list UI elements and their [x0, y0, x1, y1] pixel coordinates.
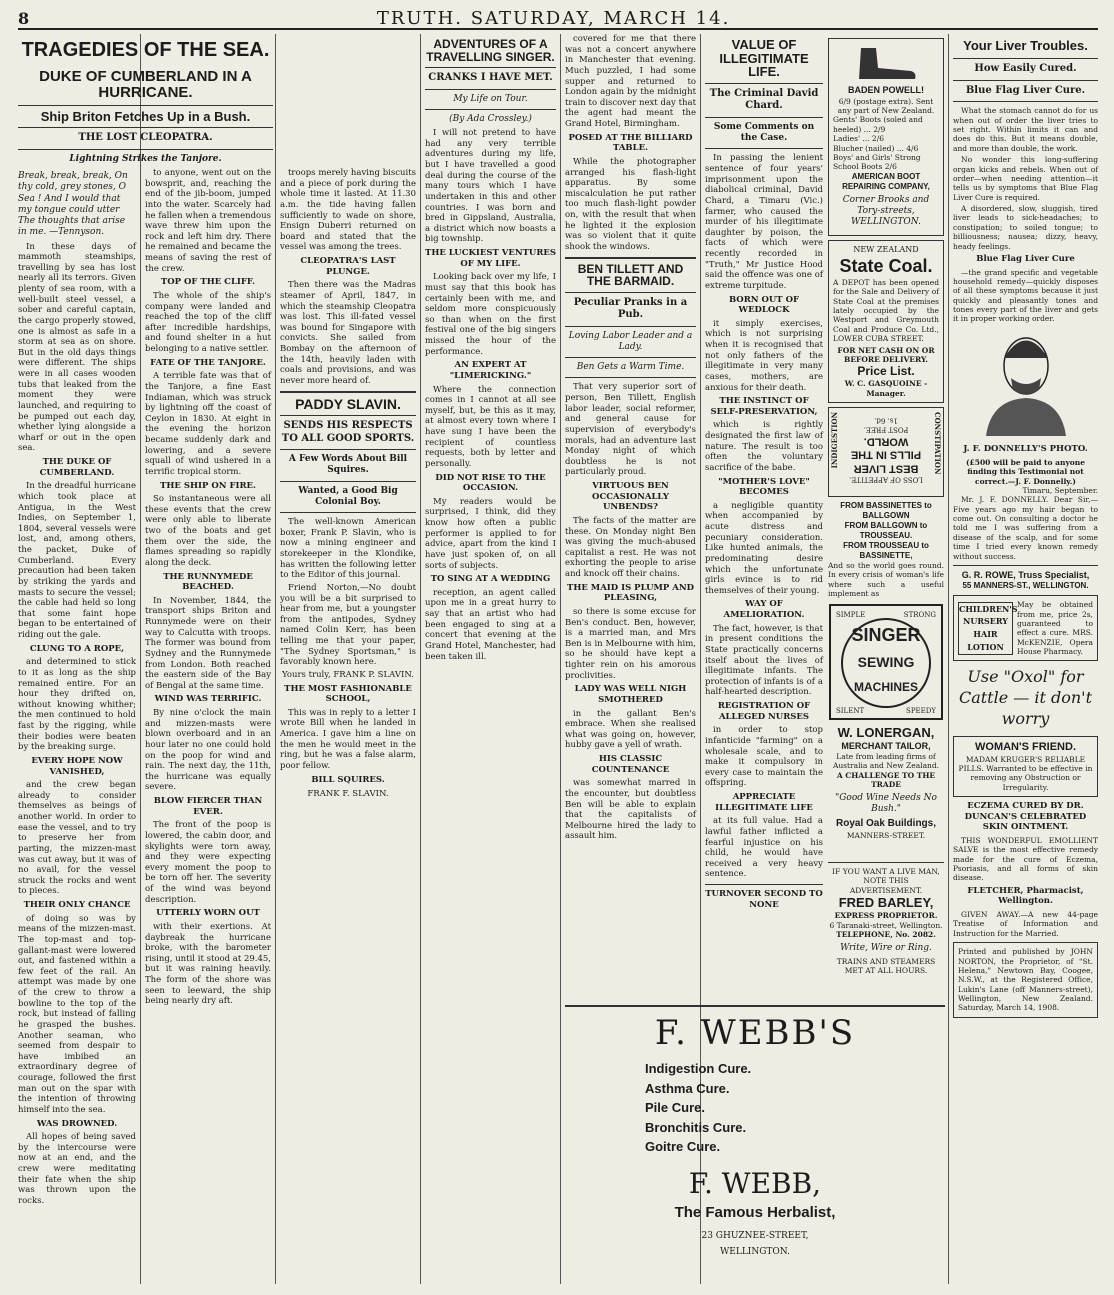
boot-price-list — [833, 115, 939, 171]
headline-ben-tillett: BEN TILLETT AND THE BARMAID. — [577, 261, 684, 289]
article-footer: TURNOVER SECOND TO NONE — [705, 889, 823, 910]
article-paragraph: which is rightly designated the first law of nature. The result is too often the voluntary sacrifice of the babe. — [705, 420, 823, 473]
article-paragraph: was somewhat marred in the encounter, but doubtless Ben will be able to explain that the capitalists of Melbourne hired the lady to assault him. — [565, 778, 696, 842]
article-paragraph: By nine o'clock the main and mizzen-masts were blown overboard and in an hour later no one could hold on the poop for wind and rain. The next day, the 11th, the hurricane was equally severe. — [145, 708, 271, 793]
article-paragraph: The well-known American boxer, Frank P. Slavin, who is now a mining engineer and storekeeper in the Klondike, has written the following letter to the Editor of this journal. — [280, 517, 416, 581]
singer-ad — [828, 603, 944, 721]
deck-pranks: Peculiar Pranks in a Pub. — [573, 296, 688, 321]
barley-role: EXPRESS PROPRIETOR. — [834, 911, 938, 921]
column-5 — [565, 34, 696, 854]
headline-travelling-singer: ADVENTURES OF A TRAVELLING SINGER. — [426, 37, 555, 64]
photo-title: J. F. DONNELLY'S PHOTO. — [963, 444, 1088, 455]
singer-strong: STRONG — [903, 610, 936, 619]
article-paragraph: to anyone, went out on the bowsprit, and, reaching the end of the jib-boom, jumped into the water. Scarcely had he fallen when a tremendous wave threw him upon the rock and left him dry. There he remained and became the means of saving the rest of the crew. — [145, 168, 271, 274]
section-head: THE DUKE OF CUMBERLAND. — [39, 457, 115, 478]
byline: (By Ada Crossley.) — [449, 113, 532, 124]
coal-title: State Coal. — [839, 256, 933, 277]
column-2 — [145, 168, 271, 1284]
pill-label-right: CONSTIPATION — [933, 412, 942, 475]
pill-label-top: LOSS OF APPETITE. — [849, 475, 923, 484]
proverb-line: FROM TROUSSEAU to BASSINETTE, — [843, 541, 929, 560]
pill-label-left: INDIGESTION — [830, 412, 839, 469]
nursery-label-line: LOTION — [967, 642, 1004, 653]
webb-cure-item: Bronchitis Cure. — [645, 1119, 747, 1135]
ads-column — [828, 34, 944, 854]
lonergan-desc: Late from leading firms of Australia and New Zealand. — [832, 752, 940, 771]
lonergan-role: MERCHANT TAILOR, — [841, 740, 931, 751]
article-paragraph: A terrible fate was that of the Tanjore, a fine East Indiaman, which was struck by lightning off the coast of Ceylon in 1830. At eight in the evening the horizon became suddenly dark and lowering, and a severe squall of wind ushered in a terrific tropical storm. — [145, 371, 271, 477]
deck-bill-squires: A Few Words About Bill Squires. — [288, 454, 408, 476]
boot-company: AMERICAN BOOT REPAIRING COMPANY, — [842, 171, 930, 191]
section-head: DID NOT RISE TO THE OCCASION. — [435, 472, 546, 494]
webb-ad — [565, 1005, 945, 1283]
madam-kruger-text: MADAM KRUGER'S RELIABLE PILLS. Warranted to be effective in removing any Obstruction or Irregularity. — [958, 754, 1093, 792]
singer-silent: SILENT — [836, 706, 865, 715]
article-paragraph: so there is some excuse for Ben's conduct. Ben, however, is a married man, and Mrs Ben is in Melbourne with him, so he should have kept a tighter rein on his amorous proclivities. — [565, 606, 696, 681]
singer-name: SINGER — [851, 624, 921, 645]
article-paragraph: reception, an agent called upon me in a great hurry to say that an artist who had been engaged to sing at a concert that evening at the Grand Hotel, Manchester, had been taken ill. — [425, 587, 556, 662]
lonergan-ad — [828, 725, 944, 840]
article-signature: FRANK F. SLAVIN. — [307, 789, 389, 800]
bassinette-ad — [828, 501, 944, 599]
section-head: THE MAID IS PLUMP AND PLEASING, — [567, 582, 694, 604]
liver-deck: How Easily Cured. — [974, 63, 1077, 75]
fletcher: FLETCHER, Pharmacist, Wellington. — [967, 885, 1084, 907]
singer-speedy: SPEEDY — [906, 706, 936, 715]
article-paragraph: and the crew began already to consider themselves as beings of another world. In order to ease the vessel, and to try to preserve her from parting, the mizzen-mast was cut away, but it was of no avail, for the vessel struck the rocks and went to pieces. — [18, 780, 136, 897]
section-head: FATE OF THE TANJORE. — [150, 357, 266, 368]
barley-intro: IF YOU WANT A LIVE MAN, NOTE THIS ADVERTISEMENT. — [832, 867, 940, 895]
article-paragraph: Mr. J. F. DONNELLY. Dear Sir,—Five years ago my hair began to come out. On consulting a doctor he told me I was suffering from a disease of the scalp, and for some time I tried every known remedy without success. — [953, 495, 1098, 561]
section-head: CLUNG TO A ROPE, — [29, 643, 125, 654]
article-paragraph: Where the connection comes in I cannot at all see myself, but, be this as it may, at almost every town where I have sung I have been the recipient of countless requests, both by letter and personally. — [425, 384, 556, 469]
article-paragraph: and determined to stick to it as long as the ship remained entire. For an hour they drifted on, without knowing whither; the men continued to hold fast by the rigging, while their bodies were beaten by the breaking surge. — [18, 657, 136, 753]
article-paragraph: —the grand specific and vegetable household remedy—quickly disposes of all these symptoms because it just quickly and pleasantly tones and tones every part of the liver and gets it in proper working order. — [953, 267, 1098, 324]
pill-price: 1s. 6d. — [874, 416, 898, 425]
coal-body: A DEPOT has been opened for the Sale and Delivery of State Coal at the premises lately occupied by the Westport and Greymouth Coal and Produce Co. Ltd., LOWER CUBA STREET. — [833, 277, 939, 344]
deck-briton: Ship Briton Fetches Up in a Bush. — [40, 108, 251, 124]
deck-david-chard: The Criminal David Chard. — [709, 87, 819, 112]
womans-friend-ad — [953, 736, 1098, 797]
article-paragraph: The facts of the matter are these. On Monday night Ben was giving the much-abused capitalist a rest. He was not exhorting the people to arise and knock off their chains. — [565, 515, 696, 580]
column-1 — [18, 168, 136, 1284]
article-paragraph: While the photographer arranged his flash-light apparatus. By some miscalculation he put rather too much flash-light powder on, with the result that when he lighted it the explosion was so violent that it quite shook the windows. — [565, 156, 696, 252]
section-head: WIND WAS TERRIFIC. — [154, 694, 262, 705]
proverb-line: FROM BALLGOWN to TROUSSEAU. — [844, 521, 928, 540]
coal-pre: NEW ZEALAND — [853, 245, 919, 255]
rowe-address: 55 MANNERS-ST., WELLINGTON. — [962, 581, 1089, 591]
section-head: THE RUNNYMEDE BEACHED. — [163, 571, 253, 593]
deck-cleopatra: THE LOST CLEOPATRA. — [78, 132, 213, 144]
lonergan-name: W. LONERGAN, — [837, 724, 935, 740]
deck-comments: Some Comments on the Case. — [713, 121, 815, 144]
eczema-title: ECZEMA CURED BY DR. DUNCAN'S CELEBRATED SKIN OINTMENT. — [964, 801, 1087, 833]
headline-illegitimate-life: VALUE OF ILLEGITIMATE LIFE. — [719, 37, 809, 80]
state-coal-ad — [828, 240, 944, 403]
article-paragraph: Looking back over my life, I must say that this book has certainly been with me, and seldom more conspicuously so than when on the first festival one of the big singers missed the hour of the performance. — [425, 272, 556, 357]
deck-labor-leader: Loving Labor Leader and a Lady. — [568, 330, 693, 352]
proverb-line: FROM BASSINETTES to BALLGOWN — [840, 501, 932, 520]
section-head: BILL SQUIRES. — [311, 774, 385, 785]
webb-cure-item: Pile Cure. — [645, 1100, 705, 1115]
article-paragraph: in the gallant Ben's embrace. When she realised what was going on, however, hubby gave a yell of wrath. — [565, 708, 696, 751]
barley-name: FRED BARLEY, — [838, 895, 934, 911]
coal-cash: FOR NET CASH ON OR BEFORE DELIVERY. — [837, 345, 935, 364]
article-paragraph: at its full value. Had a lawful father inflicted a fearful injustice on his child, he would have received a very heavy sentence. — [705, 816, 823, 880]
page-number: 8 — [18, 8, 30, 28]
boot-price-line: Blucher (nailed) ... 4/6 — [833, 143, 919, 153]
singer-simple: SIMPLE — [836, 610, 866, 619]
section-head: Blue Flag Liver Cure — [976, 253, 1075, 264]
article-paragraph: in order to stop infanticide "farming" on a wholesale scale, and to make it compulsory in every case to maintain the offspring. — [705, 725, 823, 789]
boot-price-line: Ladies' ... 2/6 — [833, 134, 884, 144]
deck-colonial-boy: Wanted, a Good Big Colonial Boy. — [298, 485, 398, 507]
boot-icon — [851, 43, 921, 83]
deck-respects: SENDS HIS RESPECTS TO ALL GOOD SPORTS. — [281, 420, 415, 444]
article-paragraph: That very superior sort of person, Ben Tillett, English labor leader, social reformer, and general cause for supervision of everybody's morals, had an adventure last Monday night of which doubtless he is not particularly proud. — [565, 382, 696, 478]
singer-sewing: SEWING — [857, 653, 915, 670]
section-head: UTTERLY WORN OUT — [156, 908, 260, 919]
column-rule — [560, 34, 561, 1284]
section-head: VIRTUOUS BEN OCCASIONALLY UNBENDS? — [592, 481, 669, 513]
article-paragraph: I will not pretend to have had any very terrible adventures during my life, but I have travelled a good deal during the course of the many tours which I have undertaken in this and other countries. I was born and bred in Gippsland, Australia, a district which now boasts a big township. — [425, 128, 556, 245]
webb-title: F. WEBB'S — [654, 1013, 856, 1053]
article-paragraph: This was in reply to a letter I wrote Bill when he landed in America. I gave him a line on the men he would meet in the ring, but he was a false alarm, poor fellow. — [280, 707, 416, 771]
newspaper-title: TRUTH. SATURDAY, MARCH 14. — [376, 7, 731, 29]
letter-signature: Yours truly, FRANK P. SLAVIN. — [282, 669, 414, 680]
column-rule — [275, 34, 276, 1284]
article-paragraph: The front of the poop is lowered, the cabin door, and skylights were torn away, and they were expecting every moment the poop to be torn off her. The severity of the wind was beyond description. — [145, 820, 271, 905]
article-paragraph: with their exertions. At daybreak the hurricane broke, with the barometer rising, until it stood at 29.45, but it was raining heavily. The form of the shore was seen to leeward, the ship being nearly dry aft. — [145, 921, 271, 1007]
photo-caption: (£500 will be paid to anyone finding this Testimonial not correct.—J. F. Donnelly.) — [965, 457, 1086, 486]
column-4 — [425, 34, 556, 1284]
article-paragraph: covered for me that there was not a concert anywhere in Manchester that evening. Much puzzled, I had some supper and returned to London again by the midnight train to discover next day that the agent had meant the Grand Hotel, Birmingham. — [565, 34, 696, 129]
article-paragraph: of doing so was by means of the mizzen-mast. The top-mast and top-gallant-mast were lowered out, and fastened within a few feet of the rail. An attempt was made by one of the crew to throw a bowline to the top of the rock, but instead of falling he grasped the bushes. Another seaman, who seemed from despair to have imbibed an extraordinary degree of courage, followed the first man out on the spar with the intention of throwing himself into the sea. — [18, 913, 136, 1115]
section-head: BLOW FIERCER THAN EVER. — [153, 796, 263, 817]
imprint: Printed and published by JOHN NORTON, the Proprietor, of "St. Helena," Newtown Bay, Coogee, N.S.W., at the Registered Office, Lukin's Lane (off Manners-street), Wellington, New Zealand. Saturday, March 14, 1908. — [953, 942, 1098, 1018]
barley-ad — [828, 858, 944, 978]
article-paragraph: troops merely having biscuits and a piece of pork during the whole time it lasted. At 11.30 a.m. the tide having fallen sufficiently to wade on shore, Ensign Duberri returned on board and stated that the vessel was among the trees. — [280, 168, 416, 253]
article-paragraph: a negligible quantity when accompanied by acute distress and pecuniary consideration. Like hunted animals, the predominating desire which the unfortunate girls evince is to rid themselves of their young. — [705, 500, 823, 596]
section-head: THE MOST FASHIONABLE SCHOOL, — [284, 683, 412, 705]
deck-cranks: CRANKS I HAVE MET. — [428, 72, 553, 84]
oxol-ad: Use "Oxol" for Cattle — it don't worry — [958, 667, 1093, 728]
barley-phone: TELEPHONE, No. 2082. — [836, 930, 936, 940]
article-paragraph: All hopes of being saved by the intercourse were now at an end, and the crew were meditating their fate when the ship was thrown upon the rocks. — [18, 1132, 136, 1206]
webb-cure-item: Asthma Cure. — [645, 1080, 730, 1096]
article-paragraph: In these days of mammoth steamships, travelling by sea has lost nearly all its terrors. Given plenty of sea room, with a well-built steel vessel, a sober and careful captain, the cargo properly stowed, one is almost as safe in a storm at sea as on shore. But in the old days things were different. The ships were in all cases wooden tubs that leaked from the moment they were launched, and requiring to be pumped out each day, whether lying alongside a wharf or out in the open sea. — [18, 241, 136, 454]
article-paragraph: The whole of the ship's company were landed and reached the top of the cliff after incredible hardships, and found shelter in a hut belonging to a native settler. — [145, 290, 271, 354]
article-paragraph: No wonder this long-suffering organ kicks and rebels. When out of order—when needing attention—it tells us by symptoms that Blue Flag Liver Cure is required. — [953, 155, 1098, 202]
article-paragraph: So instantaneous were all these events that the crew were only able to liberate two of the boats and get them over the side, the flames spreading so rapidly along the deck. — [145, 494, 271, 568]
photo-location: Timaru, September. — [1022, 485, 1098, 495]
section-head: THE INSTINCT OF SELF-PRESERVATION, — [710, 396, 818, 417]
section-head: REGISTRATION OF ALLEGED NURSES — [717, 701, 811, 722]
deck-tour: My Life on Tour. — [453, 93, 528, 104]
boot-price-line: Boys' and Girls' Strong School Boots 2/6 — [833, 152, 921, 172]
deck-tanjore: Lightning Strikes the Tanjore. — [69, 153, 222, 164]
headline-tragedies: TRAGEDIES OF THE SEA. — [21, 39, 270, 61]
proverb-body: And so the world goes round. In every crisis of woman's life where such a useful implement as — [828, 561, 944, 599]
article-paragraph: In the dreadful hurricane which took place at Antigua, in the West Indies, on September 1, 1804, several vessels were lost, and, among others, the packet, Duke of Cumberland. Every precaution had been taken by striking the yards and masts to secure the vessel; the cable had held so long that some faint hope began to be entertained of riding out the gale. — [18, 481, 136, 640]
barley-write: Write, Wire or Ring. — [840, 942, 932, 953]
lonergan-address: MANNERS-STREET. — [846, 830, 926, 840]
section-head: CLEOPATRA'S LAST PLUNGE. — [300, 256, 396, 277]
article-paragraph: What the stomach cannot do for us when out of order the liver tries to set right. Within limits it can and does do this. But it means double, and more than double, the work. — [953, 106, 1098, 153]
boot-ad-price: 6/9 (postage extra). Sent any part of New Zealand. — [837, 96, 935, 115]
lonergan-challenge: A CHALLENGE TO THE TRADE — [836, 770, 936, 790]
headline-paddy-slavin: PADDY SLAVIN. — [295, 395, 401, 412]
womans-friend-title: WOMAN'S FRIEND. — [975, 740, 1076, 753]
webb-cure-item: Indigestion Cure. — [645, 1061, 752, 1076]
column-6 — [705, 34, 823, 910]
section-head: EVERY HOPE NOW VANISHED, — [31, 755, 123, 777]
column-3 — [280, 168, 416, 1284]
singer-machines: MACHINES — [853, 679, 919, 694]
section-head: POSED AT THE BILLIARD TABLE. — [568, 132, 693, 154]
section-head: LADY WAS WELL NIGH SMOTHERED — [574, 684, 687, 705]
barley-address: 6 Taranaki-street, Wellington. — [829, 920, 943, 930]
barley-trains: TRAINS AND STEAMERS MET AT ALL HOURS. — [836, 956, 936, 976]
pill-title: BEST LIVER PILLS IN THE WORLD. — [850, 435, 922, 475]
nursery-label-line: HAIR — [973, 629, 998, 640]
webb-address: 23 GHUZNEE-STREET, — [701, 1230, 809, 1241]
sea-tragedies-header — [18, 34, 273, 164]
rowe-name: G. R. ROWE, Truss Specialist, — [961, 569, 1090, 580]
article-paragraph: The fact, however, is that in present conditions the State practically concerns itself about the lives of illegitimate infants. The protection of infants is of a half-hearted description. — [705, 623, 823, 698]
section-head: WAS DROWNED. — [36, 1118, 118, 1129]
nursery-label-line: CHILDREN'S — [959, 603, 1018, 614]
nursery-ad — [953, 595, 1098, 661]
lonergan-building: Royal Oak Buildings, — [835, 818, 937, 829]
webb-name: F. WEBB, — [688, 1166, 822, 1200]
subhead-cumberland: DUKE OF CUMBERLAND IN A HURRICANE. — [39, 68, 252, 101]
liver-headline: Your Liver Troubles. — [963, 38, 1088, 53]
section-head: THEIR ONLY CHANCE — [23, 900, 131, 910]
boot-price-line: Gents' Boots (soled and heeled) ... 2/9 — [833, 115, 923, 134]
pill-ad — [828, 407, 944, 497]
boot-ad — [828, 38, 944, 236]
column-8 — [953, 34, 1098, 1284]
deck-warm-time: Ben Gets a Warm Time. — [576, 362, 685, 373]
lonergan-slogan: "Good Wine Needs No Bush." — [835, 792, 937, 814]
article-paragraph: Then there was the Madras steamer of April, 1847, in which the steamship Cleopatra was lost. This ill-fated vessel was bound for Singapore with convicts. She sailed from Bombay on the afternoon of the 14th, heavily laden with coals and provisions, and was never more heard of. — [280, 280, 416, 386]
boot-address: Corner Brooks and Tory-streets, WELLINGTON. — [842, 194, 930, 228]
column-rule — [420, 34, 421, 1284]
portrait-icon — [971, 328, 1081, 438]
donnelly-portrait — [953, 328, 1098, 440]
boot-ad-title: BADEN POWELL! — [848, 85, 924, 96]
section-head: TO SING AT A WEDDING — [430, 574, 551, 585]
singer-logo-icon — [828, 603, 944, 721]
masthead — [18, 8, 1098, 30]
article-paragraph: Friend Norton,—No doubt you will be a bit surprised to hear from me, but a youngster from the antipodes, Sydney named Colin Kerr, has been telling me that your paper, "The Sydney Sportsman," is favorably known here. — [280, 582, 416, 668]
webb-cures — [645, 1059, 945, 1157]
webb-city: WELLINGTON. — [720, 1246, 790, 1257]
section-head: WAY OF AMELIORATION. — [723, 599, 805, 621]
coal-manager: W. C. GASQUOINE - Manager. — [844, 379, 928, 398]
pill-post: POST FREE. — [863, 425, 909, 434]
coal-price-list: Price List. — [857, 364, 915, 379]
pill-rotated-block — [847, 416, 925, 484]
column-rule — [140, 34, 141, 1284]
liver-deck-2: Blue Flag Liver Cure. — [965, 84, 1086, 96]
section-head: HIS CLASSIC COUNTENANCE — [591, 754, 670, 775]
section-head: "MOTHER'S LOVE" BECOMES — [718, 476, 810, 498]
article-paragraph: In passing the lenient sentence of four years' imprisonment upon the diabolical criminal, David Chard, a Timaru (Vic.) farmer, who caused the murder of his illegitimate daughter by poison, the facts of which were recently recorded in "Truth," Mr Justice Hood said the offence was one of extreme turpitude. — [705, 153, 823, 291]
eczema-body: THIS WONDERFUL EMOLLIENT SALVE is the most effective remedy made for the cure of Eczema, Psoriasis, and all forms of skin disease. — [953, 835, 1098, 883]
verse: Break, break, break, On thy cold, grey stones, O Sea ! And I would that my tongue could utter The thoughts that arise in me. —Tennyson. — [18, 171, 128, 238]
nursery-label-line: NURSERY — [963, 616, 1008, 627]
nursery-text: May be obtained from me, price 2s, guaranteed to effect a cure. MRS. McKENZIE, Opera House Pharmacy. — [1017, 600, 1093, 656]
section-head: BORN OUT OF WEDLOCK — [728, 294, 800, 316]
section-head: AN EXPERT AT "LIMERICKING." — [449, 360, 532, 381]
article-paragraph: In November, 1844, the transport ships Briton and Runnymede were on their way to Calcutta with troops. The former was bound from Sydney and the Runnymede from London. Both reached the eastern side of the Bay of Bengal at the same time. — [145, 595, 271, 691]
section-head: THE LUCKIEST VENTURES OF MY LIFE. — [425, 248, 557, 269]
webb-cure-item: Goitre Cure. — [645, 1139, 721, 1154]
nursery-label — [958, 602, 1018, 655]
webb-tagline: The Famous Herbalist, — [674, 1203, 836, 1221]
column-rule — [948, 34, 949, 1284]
article-paragraph: My readers would be surprised, I think, did they know how often a public performer is applied to for advice, apart from the kind I have just spoken of, on all sorts of subjects. — [425, 496, 556, 571]
article-paragraph: it simply exercises, which is not surprising when it is recognised that not only fathers of the illegitimate in very many cases, mothers, are anxious for their death. — [705, 318, 823, 393]
section-head: TOP OF THE CLIFF. — [160, 277, 256, 288]
section-head: APPRECIATE ILLEGITIMATE LIFE — [715, 792, 813, 813]
article-paragraph: A disordered, slow, sluggish, tired liver leads to sick-headaches; to constipation; to soiled tongue; to billiousness; nausea; dizzy, heavy, heady feelings. — [953, 204, 1098, 251]
given-away: GIVEN AWAY.—A new 44-page Treatise of Information and Instruction for the Married. — [953, 910, 1098, 938]
section-head: THE SHIP ON FIRE. — [160, 480, 256, 491]
